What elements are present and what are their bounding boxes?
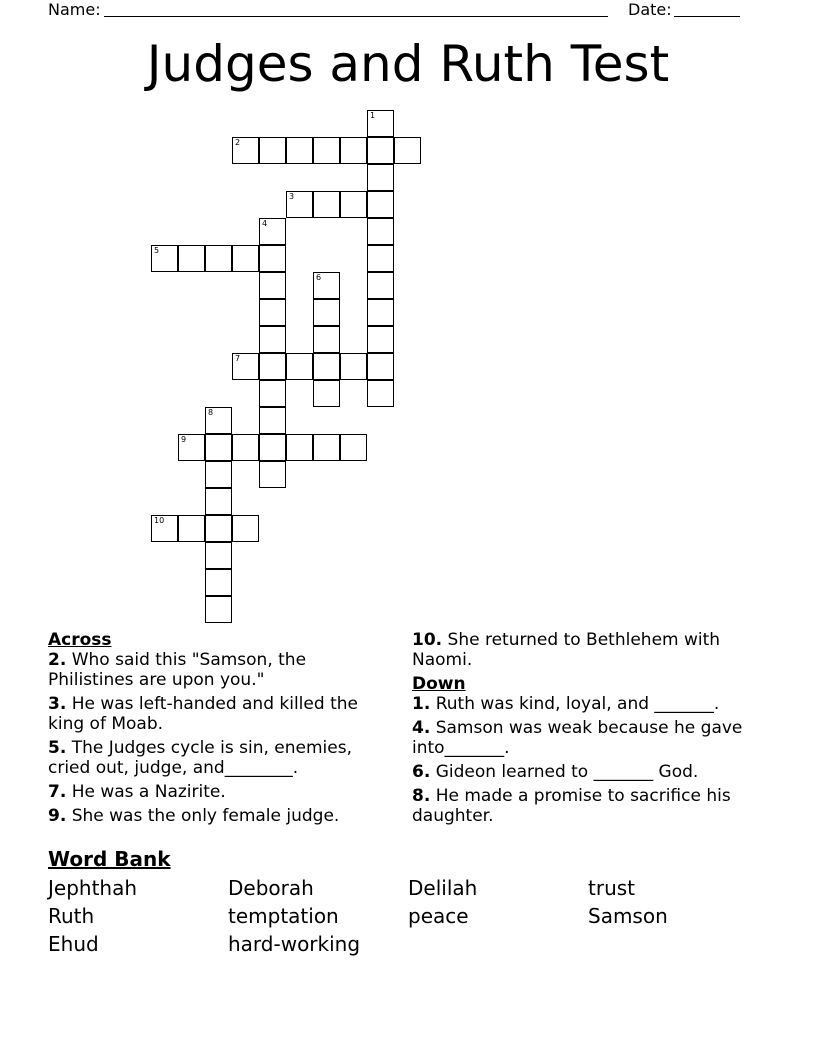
clues-right-column (412, 630, 762, 830)
clue-number: 8. (412, 786, 431, 806)
crossword-cell[interactable] (151, 515, 178, 542)
across-clue (412, 630, 762, 670)
crossword-cell[interactable] (367, 299, 394, 326)
clue-number: 6 (316, 273, 322, 282)
crossword-cell[interactable] (286, 191, 313, 218)
crossword-cell[interactable] (259, 218, 286, 245)
crossword-cell[interactable] (367, 272, 394, 299)
clue-number: 8 (208, 408, 214, 417)
clue-number: 4. (412, 718, 431, 738)
across-clue (48, 650, 388, 690)
crossword-cell[interactable] (178, 515, 205, 542)
down-clue (412, 694, 762, 714)
crossword-cell[interactable] (205, 515, 232, 542)
page-title: Judges and Ruth Test (146, 35, 670, 93)
crossword-cell[interactable] (259, 245, 286, 272)
across-clue (48, 738, 388, 778)
word-bank-title: Word Bank (48, 847, 171, 871)
crossword-cell[interactable] (232, 245, 259, 272)
clue-number: 7. (48, 782, 67, 802)
crossword-cell[interactable] (367, 164, 394, 191)
clue-number: 2 (235, 138, 241, 147)
word-bank-word: peace (408, 904, 469, 928)
crossword-cell[interactable] (367, 353, 394, 380)
crossword-cell[interactable] (340, 353, 367, 380)
crossword-cell[interactable] (313, 137, 340, 164)
crossword-cell[interactable] (286, 434, 313, 461)
word-bank-word: Delilah (408, 876, 478, 900)
crossword-cell[interactable] (232, 137, 259, 164)
crossword-cell[interactable] (367, 380, 394, 407)
clue-number: 7 (235, 354, 241, 363)
word-bank-word: Jephthah (48, 876, 138, 900)
clue-number: 3. (48, 694, 67, 714)
down-clue-list (412, 694, 762, 826)
clue-text: He was a Nazirite. (66, 782, 226, 802)
clue-text: She returned to Bethlehem with Naomi. (412, 630, 721, 670)
name-label: Name: (48, 0, 101, 19)
word-bank-word: temptation (228, 904, 339, 928)
crossword-cell[interactable] (367, 110, 394, 137)
crossword-cell[interactable] (205, 542, 232, 569)
crossword-cell[interactable] (259, 407, 286, 434)
crossword-cell[interactable] (205, 488, 232, 515)
clue-number: 6. (412, 762, 431, 782)
crossword-cell[interactable] (259, 326, 286, 353)
down-clue (412, 718, 762, 758)
crossword-cell[interactable] (259, 137, 286, 164)
crossword-cell[interactable] (340, 434, 367, 461)
crossword-cell[interactable] (340, 137, 367, 164)
word-bank-word: trust (588, 876, 636, 900)
crossword-cell[interactable] (259, 461, 286, 488)
crossword-cell[interactable] (205, 596, 232, 623)
crossword-cell[interactable] (178, 434, 205, 461)
crossword-cell[interactable] (286, 353, 313, 380)
down-clue (412, 786, 762, 826)
crossword-cell[interactable] (394, 137, 421, 164)
clue-text: She was the only female judge. (66, 806, 340, 826)
crossword-cell[interactable] (367, 218, 394, 245)
crossword-cell[interactable] (178, 245, 205, 272)
word-bank-word: Ehud (48, 932, 99, 956)
crossword-cell[interactable] (232, 434, 259, 461)
clue-number: 1 (370, 111, 376, 120)
crossword-cell[interactable] (313, 380, 340, 407)
crossword-cell[interactable] (232, 515, 259, 542)
crossword-cell[interactable] (205, 407, 232, 434)
crossword-cell[interactable] (367, 137, 394, 164)
clue-number: 5 (154, 246, 160, 255)
crossword-cell[interactable] (205, 461, 232, 488)
crossword-cell[interactable] (340, 191, 367, 218)
clues-left-column (48, 630, 388, 830)
crossword-cell[interactable] (259, 380, 286, 407)
word-bank (48, 846, 768, 956)
word-bank-word: Ruth (48, 904, 95, 928)
crossword-cell[interactable] (259, 434, 286, 461)
clue-number: 5. (48, 738, 67, 758)
word-bank-word: Samson (588, 904, 668, 928)
clue-number: 9. (48, 806, 67, 826)
clue-number: 2. (48, 650, 67, 670)
clue-number: 10 (154, 516, 165, 525)
crossword-cell[interactable] (205, 569, 232, 596)
date-label: Date: (628, 0, 672, 19)
crossword-cell[interactable] (259, 272, 286, 299)
crossword-cell[interactable] (205, 434, 232, 461)
across-heading: Across (48, 630, 112, 650)
crossword-cell[interactable] (286, 137, 313, 164)
clue-text: He was left-handed and killed the king of Moab. (48, 694, 358, 734)
crossword-cell[interactable] (259, 353, 286, 380)
crossword-cell[interactable] (313, 434, 340, 461)
crossword-cell[interactable] (205, 245, 232, 272)
crossword-cell[interactable] (313, 326, 340, 353)
clue-text: Who said this "Samson, the Philistines are upon you." (48, 650, 307, 690)
clue-number: 10. (412, 630, 443, 650)
across-clue (48, 782, 388, 802)
down-clue (412, 762, 762, 782)
clue-number: 9 (181, 435, 187, 444)
across-clue (48, 806, 388, 826)
across-clue-list-continued (412, 630, 762, 670)
crossword-cell[interactable] (313, 191, 340, 218)
clue-text: Ruth was kind, loyal, and _______. (430, 694, 720, 714)
crossword-cell[interactable] (313, 299, 340, 326)
crossword-cell[interactable] (367, 191, 394, 218)
clue-text: The Judges cycle is sin, enemies, cried out, judge, and________. (48, 738, 352, 778)
across-clue (48, 694, 388, 734)
across-clue-list (48, 650, 388, 826)
down-heading: Down (412, 674, 466, 694)
clue-number: 4 (262, 219, 268, 228)
crossword-cell[interactable] (313, 353, 340, 380)
clue-number: 3 (289, 192, 295, 201)
crossword-cell[interactable] (232, 353, 259, 380)
word-bank-word: Deborah (228, 876, 314, 900)
crossword-cell[interactable] (259, 299, 286, 326)
crossword-cell[interactable] (367, 245, 394, 272)
clue-text: Samson was weak because he gave into_______. (412, 718, 743, 758)
clue-text: He made a promise to sacrifice his daughter. (412, 786, 731, 826)
crossword-cell[interactable] (367, 326, 394, 353)
clue-text: Gideon learned to _______ God. (430, 762, 699, 782)
clue-number: 1. (412, 694, 431, 714)
crossword-cell[interactable] (151, 245, 178, 272)
crossword-cell[interactable] (313, 272, 340, 299)
word-bank-word: hard-working (228, 932, 361, 956)
